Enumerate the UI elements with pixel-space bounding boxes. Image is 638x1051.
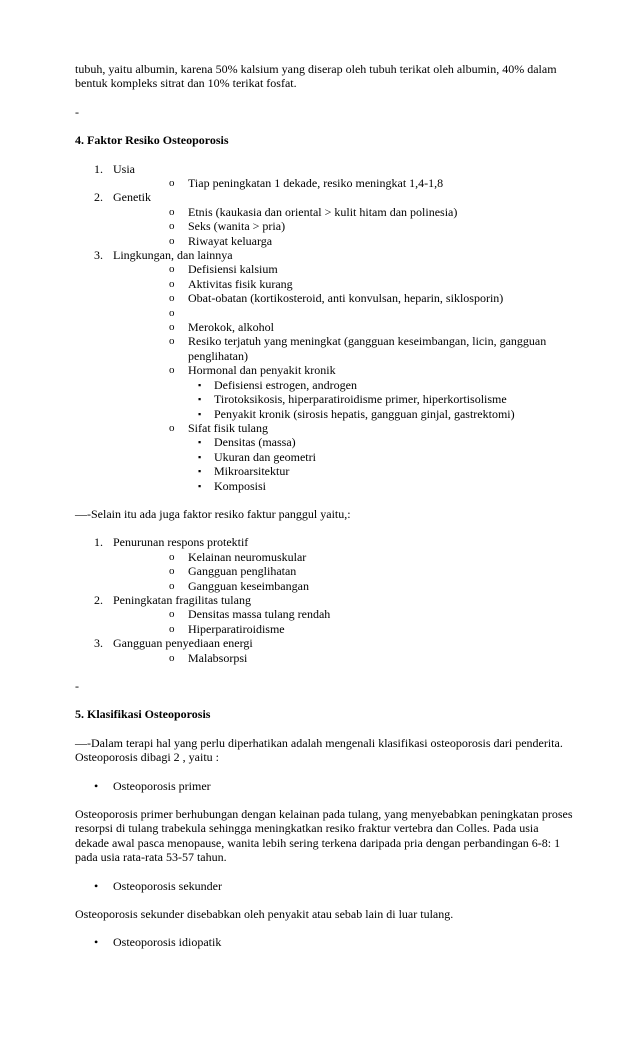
nested-list-item [188,464,575,478]
sub-item-text: Resiko terjatuh yang meningkat (gangguan keseimbangan, licin, gangguan penglihatan) [188,334,547,363]
sub-item-text: Kelainan neuromuskular [188,549,307,564]
list-number: 1. [94,535,103,550]
nested-list-item [188,392,575,406]
section-5-heading: 5. Klasifikasi Osteoporosis [75,707,211,722]
sub-item-text: Merokok, alkohol [188,320,274,335]
bullet-osteoporosis-sekunder [75,879,575,893]
document-page [75,62,575,964]
hip-risk-intro: —-Selain itu ada juga faktor resiko faktur panggul yaitu,: [75,506,351,521]
sub-list-item [113,205,575,219]
nested-list-item [188,479,575,493]
sub-list-item [113,579,575,593]
sub-item-text: Malabsorpsi [188,650,248,665]
circle-bullet-icon: o [169,579,175,592]
sub-item-text: Sifat fisik tulang [188,420,268,435]
square-bullet-icon: ▪ [198,480,202,491]
square-bullet-icon: ▪ [198,451,202,462]
nested-item-text: Komposisi [214,478,267,493]
list-item [75,248,575,493]
circle-bullet-icon: o [169,608,175,621]
list-label: Penurunan respons protektif [113,535,249,550]
nested-item-text: Tirotoksikosis, hiperparatiroidisme primer, hiperkortisolisme [214,392,507,407]
bullet-label: Osteoporosis idiopatik [113,935,222,950]
bullet-osteoporosis-idiopatik [75,935,575,949]
nested-item-text: Mikroarsitektur [214,464,290,479]
bullet-label: Osteoporosis primer [113,778,211,793]
sub-list-item [113,622,575,636]
primer-paragraph: Osteoporosis primer berhubungan dengan kelainan pada tulang, yang menyebabkan peningkatan proses resorpsi di tulang trabekula sehingga meningkatkan resiko fraktur vertebra dan Colles. Pada usia dekade awal pasca menopause, wanita lebih sering terkena daripada pria dengan perbandingan 6-8: 1 pada usia rata-rata 53-57 tahun. [75,807,573,865]
circle-bullet-icon: o [169,306,175,319]
circle-bullet-icon: o [169,292,175,305]
sub-item-text: Etnis (kaukasia dan oriental > kulit hitam dan polinesia) [188,204,458,219]
circle-bullet-icon: o [169,321,175,334]
list-number: 3. [94,248,103,263]
square-bullet-icon: ▪ [198,437,202,448]
list-item [75,162,575,191]
sub-list-item [113,219,575,233]
bullet-osteoporosis-primer [75,779,575,793]
circle-bullet-icon: o [169,220,175,233]
nested-item-text: Defisiensi estrogen, androgen [214,377,357,392]
hip-risk-list [75,535,575,665]
circle-bullet-icon: o [169,364,175,377]
sub-item-text: Hiperparatiroidisme [188,621,285,636]
separator: - [75,104,79,119]
nested-list-item [188,450,575,464]
circle-bullet-icon: o [169,622,175,635]
nested-list-item [188,435,575,449]
circle-bullet-icon: o [169,277,175,290]
sub-list-item [113,277,575,291]
section-4-heading: 4. Faktor Resiko Osteoporosis [75,133,229,148]
nested-list [188,435,575,493]
list-label: Usia [113,161,135,176]
sub-list-item [113,320,575,334]
separator-2: - [75,679,79,694]
sub-list [113,651,575,665]
sub-list [113,205,575,248]
circle-bullet-icon: o [169,177,175,190]
bullet-dot: • [94,935,99,950]
sub-item-text: Tiap peningkatan 1 dekade, resiko meningkat 1,4-1,8 [188,176,444,191]
sub-list-item [113,421,575,493]
nested-list-item [188,407,575,421]
sekunder-paragraph: Osteoporosis sekunder disebabkan oleh penyakit atau sebab lain di luar tulang. [75,907,454,922]
circle-bullet-icon: o [169,421,175,434]
risk-factor-list [75,162,575,493]
square-bullet-icon: ▪ [198,408,202,419]
list-item [75,535,575,593]
list-number: 1. [94,161,103,176]
nested-item-text: Densitas (massa) [214,435,296,450]
circle-bullet-icon: o [169,550,175,563]
sub-item-text: Seks (wanita > pria) [188,219,286,234]
sub-list-item [113,363,575,421]
sub-list-item [113,291,575,305]
sub-list-item [113,564,575,578]
circle-bullet-icon: o [169,651,175,664]
sub-list-item [113,176,575,190]
list-label: Lingkungan, dan lainnya [113,248,233,263]
square-bullet-icon: ▪ [198,394,202,405]
square-bullet-icon: ▪ [198,379,202,390]
sub-list [113,550,575,593]
sub-list-item [113,550,575,564]
sub-item-text: Gangguan keseimbangan [188,578,309,593]
list-number: 2. [94,592,103,607]
list-number: 2. [94,190,103,205]
classification-intro: —-Dalam terapi hal yang perlu diperhatikan adalah mengenali klasifikasi osteoporosis dari penderita. Osteoporosis dibagi 2 , yaitu : [75,735,563,765]
bullet-label: Osteoporosis sekunder [113,878,222,893]
list-label: Gangguan penyediaan energi [113,636,253,651]
list-item [75,190,575,248]
circle-bullet-icon: o [169,263,175,276]
sub-item-text: Densitas massa tulang rendah [188,607,331,622]
list-item [75,636,575,665]
sub-list [113,607,575,636]
circle-bullet-icon: o [169,335,175,348]
sub-list-item [113,234,575,248]
circle-bullet-icon: o [169,565,175,578]
sub-list [113,262,575,492]
nested-item-text: Ukuran dan geometri [214,449,316,464]
nested-list [188,378,575,421]
list-label: Peningkatan fragilitas tulang [113,592,251,607]
circle-bullet-icon: o [169,205,175,218]
sub-item-text: Defisiensi kalsium [188,262,278,277]
square-bullet-icon: ▪ [198,466,202,477]
sub-item-text: Aktivitas fisik kurang [188,276,293,291]
bullet-dot: • [94,778,99,793]
circle-bullet-icon: o [169,234,175,247]
sub-item-text: Obat-obatan (kortikosteroid, anti konvulsan, heparin, siklosporin) [188,291,504,306]
list-number: 3. [94,636,103,651]
sub-list-item [113,306,575,320]
intro-paragraph: tubuh, yaitu albumin, karena 50% kalsium yang diserap oleh tubuh terikat oleh albumin, 40% dalam bentuk kompleks sitrat dan 10% terikat fosfat. [75,62,557,91]
sub-list-item [113,607,575,621]
sub-list-item [113,262,575,276]
bullet-dot: • [94,878,99,893]
list-label: Genetik [113,190,151,205]
sub-item-text: Hormonal dan penyakit kronik [188,363,336,378]
sub-list-item [113,334,575,363]
nested-list-item [188,378,575,392]
sub-list-item [113,651,575,665]
list-item [75,593,575,636]
sub-item-text: Gangguan penglihatan [188,564,297,579]
nested-item-text: Penyakit kronik (sirosis hepatis, gangguan ginjal, gastrektomi) [214,406,515,421]
sub-list [113,176,575,190]
sub-item-text: Riwayat keluarga [188,233,273,248]
